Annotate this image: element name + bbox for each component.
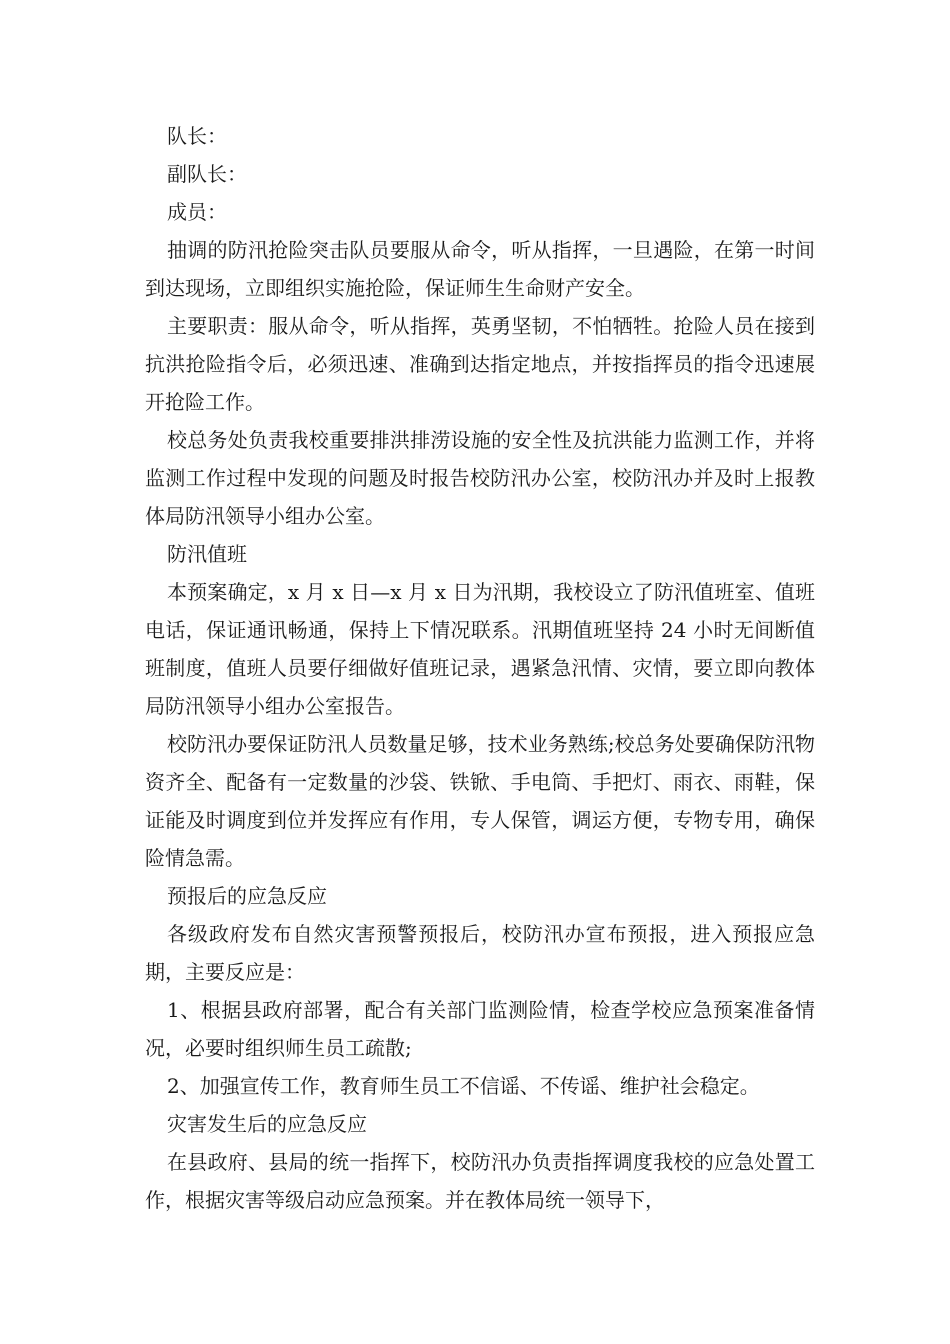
captain-label: 队长： xyxy=(167,124,227,148)
paragraph-general-affairs: 校总务处负责我校重要排洪排涝设施的安全性及抗洪能力监测工作，并将监测工作过程中发现的问题及时报告校防汛办公室，校防汛办并及时上报教体局防汛领导小组办公室。 xyxy=(145,428,815,528)
section-heading-duty: 防汛值班 xyxy=(167,542,247,566)
paragraph-disaster-response: 在县政府、县局的统一指挥下，校防汛办负责指挥调度我校的应急处置工作，根据灾害等级启动应急预案。并在教体局统一领导下， xyxy=(145,1150,815,1212)
paragraph-main-duties: 主要职责：服从命令，听从指挥，英勇坚韧，不怕牺牲。抢险人员在接到抗洪抢险指令后，必须迅速、准确到达指定地点，并按指挥员的指令迅速展开抢险工作。 xyxy=(145,314,815,414)
list-item-2: 2、加强宣传工作，教育师生员工不信谣、不传谣、维护社会稳定。 xyxy=(167,1074,760,1098)
vice-captain-label: 副队长： xyxy=(167,162,247,186)
paragraph-assault-team: 抽调的防汛抢险突击队员要服从命令，听从指挥，一旦遇险，在第一时间到达现场，立即组织实施抢险，保证师生生命财产安全。 xyxy=(145,238,815,300)
paragraph-materials: 校防汛办要保证防汛人员数量足够，技术业务熟练;校总务处要确保防汛物资齐全、配备有一定数量的沙袋、铁锨、手电筒、手把灯、雨衣、雨鞋，保证能及时调度到位并发挥应有作用，专人保管，调运方便，专物专用，确保险情急需。 xyxy=(145,732,815,870)
paragraph-forecast-intro: 各级政府发布自然灾害预警预报后，校防汛办宣布预报，进入预报应急期，主要反应是： xyxy=(145,922,815,984)
list-item-1: 1、根据县政府部署，配合有关部门监测险情，检查学校应急预案准备情况，必要时组织师生员工疏散; xyxy=(145,998,815,1060)
document-page xyxy=(145,117,815,1219)
paragraph-flood-season: 本预案确定，x 月 x 日—x 月 x 日为汛期，我校设立了防汛值班室、值班电话，保证通讯畅通，保持上下情况联系。汛期值班坚持 24 小时无间断值班制度，值班人员要仔细做好值班记录，遇紧急汛情、灾情，要立即向教体局防汛领导小组办公室报告。 xyxy=(145,580,815,718)
section-heading-disaster: 灾害发生后的应急反应 xyxy=(167,1112,367,1136)
members-label: 成员： xyxy=(167,200,227,224)
section-heading-forecast: 预报后的应急反应 xyxy=(167,884,327,908)
